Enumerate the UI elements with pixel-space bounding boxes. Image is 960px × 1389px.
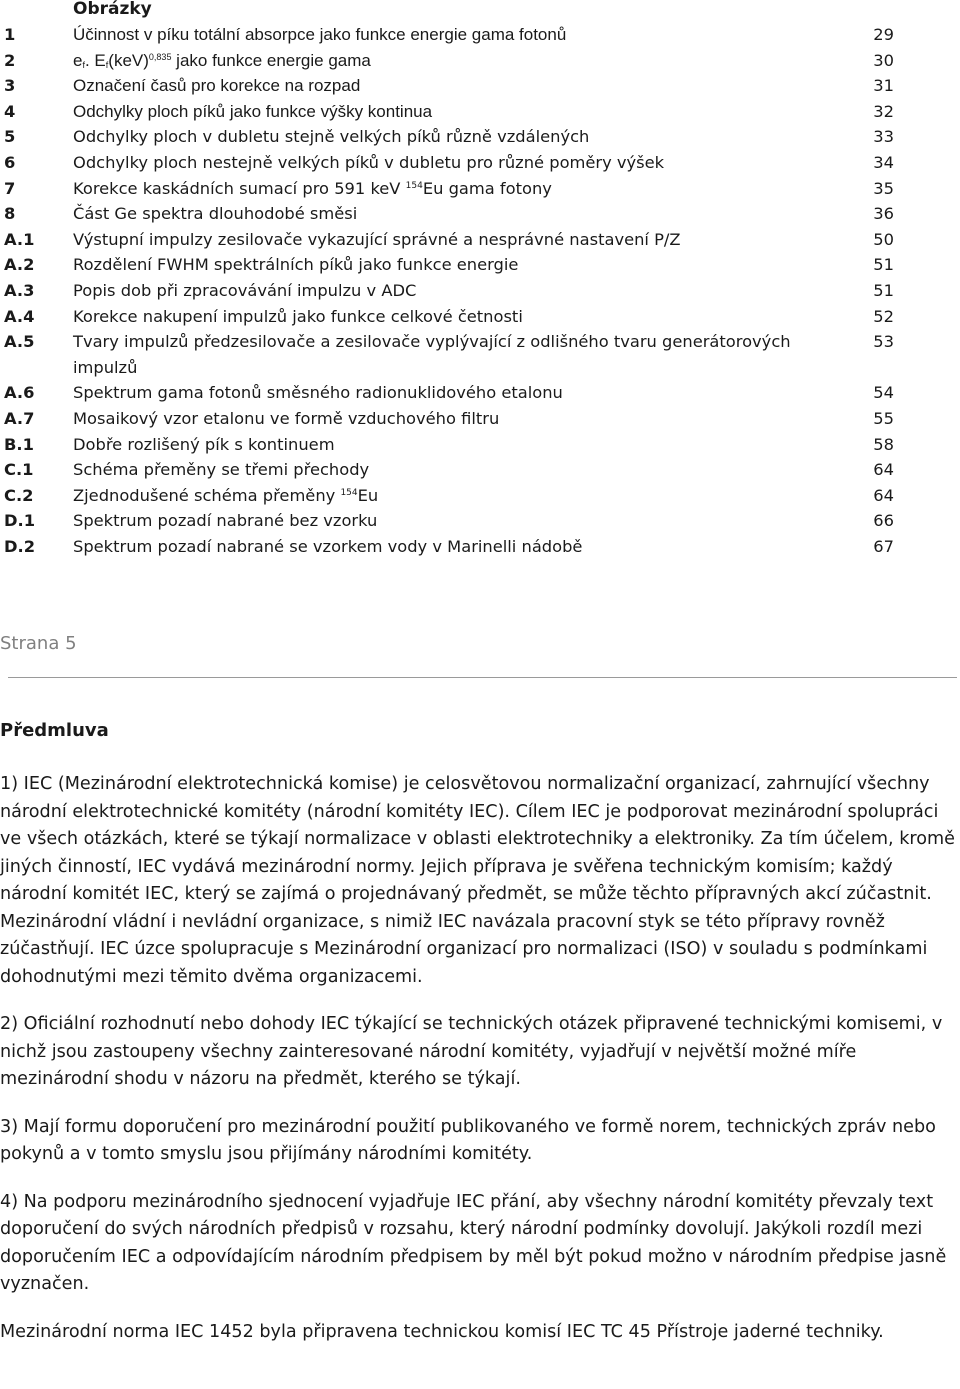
figure-number: A.3 bbox=[4, 280, 35, 300]
figure-number: 4 bbox=[4, 101, 16, 121]
title-rest: jako funkce energie gama bbox=[171, 50, 371, 70]
figure-title: Schéma přeměny se třemi přechody bbox=[73, 460, 370, 480]
page-number: 66 bbox=[873, 511, 894, 531]
figure-title: Spektrum gama fotonů směsného radionuklidového etalonu bbox=[73, 383, 563, 403]
title-superscript: 154 bbox=[340, 487, 358, 498]
figure-title bbox=[73, 48, 866, 74]
title-kev: (keV) bbox=[108, 50, 149, 70]
figure-title: Popis dob při zpracovávání impulzu v ADC bbox=[73, 280, 417, 300]
figure-number: 1 bbox=[4, 25, 16, 44]
page-number: 53 bbox=[873, 332, 894, 352]
list-item bbox=[4, 432, 894, 458]
page-number: 51 bbox=[873, 255, 894, 275]
figure-title: Odchylky ploch v dubletu stejně velkých píků různě vzdálených bbox=[73, 127, 590, 147]
list-item bbox=[4, 483, 894, 509]
page-number: 34 bbox=[873, 152, 894, 172]
figure-number: 8 bbox=[4, 204, 16, 224]
page-number: 64 bbox=[873, 460, 894, 480]
figure-title: Spektrum pozadí nabrané se vzorkem vody v Marinelli nádobě bbox=[73, 536, 583, 556]
figure-number: D.1 bbox=[4, 511, 36, 531]
figure-number: B.1 bbox=[4, 434, 34, 454]
figure-title: Odchylky ploch nestejně velkých píků v dubletu pro různé poměry výšek bbox=[73, 152, 665, 172]
figure-number: C.1 bbox=[4, 460, 34, 480]
figure-number: A.7 bbox=[4, 408, 35, 428]
page-number: 36 bbox=[873, 204, 894, 224]
title-e: e bbox=[73, 50, 83, 70]
figure-title bbox=[73, 176, 866, 202]
page-number: 51 bbox=[873, 280, 894, 300]
figure-number: A.4 bbox=[4, 306, 35, 326]
page-number: 54 bbox=[873, 383, 894, 403]
figure-list bbox=[4, 22, 894, 559]
toc-heading: Obrázky bbox=[73, 0, 152, 19]
preface-paragraph-4: 4) Na podporu mezinárodního sjednocení vyjadřuje IEC přání, aby všechny národní komitéty převzaly text doporučení do svých národních předpisů v rozsahu, který národní podmínky dovolují. Jakýkoli rozdíl mezi doporučením IEC a odpovídajícím národním předpisem by měl být pokud možno v národním předpise jasně vyznačen. bbox=[0, 1191, 947, 1294]
figure-number: 2 bbox=[4, 50, 16, 70]
page-number: 67 bbox=[873, 536, 894, 556]
list-item bbox=[4, 48, 894, 74]
list-item bbox=[4, 99, 894, 125]
page-footer-label: Strana 5 bbox=[0, 633, 77, 654]
figure-number: A.6 bbox=[4, 383, 35, 403]
figure-title: Tvary impulzů předzesilovače a zesilovače vyplývající z odlišného tvaru generátorových impulzů bbox=[73, 332, 791, 377]
figure-number: D.2 bbox=[4, 536, 36, 556]
title-post: Eu gama fotony bbox=[422, 178, 552, 198]
list-item bbox=[4, 22, 894, 48]
list-item bbox=[4, 227, 894, 253]
list-item bbox=[4, 124, 894, 150]
figure-number: 3 bbox=[4, 76, 16, 96]
list-item bbox=[4, 508, 894, 534]
figure-number: A.1 bbox=[4, 229, 35, 249]
figure-number: 5 bbox=[4, 127, 16, 147]
title-sub-2: f bbox=[105, 59, 109, 70]
figure-title: Korekce nakupení impulzů jako funkce celkové četnosti bbox=[73, 306, 523, 326]
preface-paragraph-1: 1) IEC (Mezinárodní elektrotechnická komise) je celosvětovou normalizační organizací, zahrnující všechny národní elektrotechnické komitéty (národní komitéty IEC). Cílem IEC je podporovat mezinárodní spolupráci ve všech otázkách, které se týkají normalizace v oblasti elektrotechniky a elektroniky. Za tím účelem, kromě jiných činností, IEC vydává mezinárodní normy. Jejich příprava je svěřena technickým komisím; každý národní komitét IEC, který se zajímá o projednávaný předmět, se může těchto přípravných akcí zúčastnit. Mezinárodní vládní i nevládní organizace, s nimiž IEC navázala pracovní styk se této přípravy rovněž zúčastňují. IEC úzce spolupracuje s Mezinárodní organizací pro normalizaci (ISO) v souladu s podmínkami dohodnutými mezi těmito dvěma organizacemi. bbox=[0, 774, 955, 987]
page-number: 30 bbox=[873, 50, 894, 70]
list-item bbox=[4, 406, 894, 432]
list-item bbox=[4, 380, 894, 406]
figure-title: Část Ge spektra dlouhodobé směsi bbox=[73, 204, 358, 224]
figure-number: C.2 bbox=[4, 485, 34, 505]
page-number: 33 bbox=[873, 127, 894, 147]
page-number: 55 bbox=[873, 408, 894, 428]
list-item bbox=[4, 150, 894, 176]
list-item bbox=[4, 278, 894, 304]
figure-title bbox=[73, 483, 866, 509]
page-number: 32 bbox=[873, 101, 894, 121]
page-number: 58 bbox=[873, 434, 894, 454]
figure-title: Označení časů pro korekce na rozpad bbox=[73, 76, 361, 96]
page-number: 64 bbox=[873, 485, 894, 505]
list-item bbox=[4, 252, 894, 278]
page-number: 31 bbox=[873, 76, 894, 96]
figure-title: Odchylky ploch píků jako funkce výšky kontinua bbox=[73, 101, 433, 121]
figure-title: Dobře rozlišený pík s kontinuem bbox=[73, 434, 335, 454]
preface-heading: Předmluva bbox=[0, 720, 109, 741]
figure-title: Mosaikový vzor etalonu ve formě vzduchového filtru bbox=[73, 408, 500, 428]
figure-number: A.5 bbox=[4, 332, 35, 352]
figure-title: Účinnost v píku totální absorpce jako funkce energie gama fotonů bbox=[73, 25, 567, 44]
page-number: 29 bbox=[873, 25, 894, 44]
figure-title: Rozdělení FWHM spektrálních píků jako funkce energie bbox=[73, 255, 519, 275]
figure-number: 7 bbox=[4, 178, 16, 198]
preface-paragraph-3: 3) Mají formu doporučení pro mezinárodní použití publikovaného ve formě norem, technických zpráv nebo pokynů a v tomto smyslu jsou přijímány národními komitéty. bbox=[0, 1116, 936, 1164]
title-pre: Korekce kaskádních sumací pro 591 keV bbox=[73, 178, 406, 198]
page-number: 52 bbox=[873, 306, 894, 326]
title-superscript: 154 bbox=[405, 180, 423, 191]
title-pre: Zjednodušené schéma přeměny bbox=[73, 485, 341, 505]
figure-number: 6 bbox=[4, 152, 16, 172]
figure-number: A.2 bbox=[4, 255, 35, 275]
list-item bbox=[4, 304, 894, 330]
list-item bbox=[4, 176, 894, 202]
page-number: 50 bbox=[873, 229, 894, 249]
preface-body bbox=[0, 771, 960, 1366]
figure-title: Výstupní impulzy zesilovače vykazující správné a nesprávné nastavení P/Z bbox=[73, 229, 681, 249]
title-sub: f bbox=[82, 59, 85, 70]
page-number: 35 bbox=[873, 178, 894, 198]
page-divider bbox=[8, 677, 957, 678]
list-item bbox=[4, 534, 894, 560]
list-item bbox=[4, 201, 894, 227]
list-item bbox=[4, 329, 894, 380]
preface-paragraph-5: Mezinárodní norma IEC 1452 byla připravena technickou komisí IEC TC 45 Přístroje jaderné techniky. bbox=[0, 1321, 884, 1342]
title-post: Eu bbox=[357, 485, 379, 505]
title-exponent: 0,835 bbox=[148, 51, 172, 62]
title-dot-e: . E bbox=[84, 50, 106, 70]
figure-title: Spektrum pozadí nabrané bez vzorku bbox=[73, 511, 378, 531]
list-item bbox=[4, 457, 894, 483]
list-item bbox=[4, 73, 894, 99]
preface-paragraph-2: 2) Oficiální rozhodnutí nebo dohody IEC týkající se technických otázek připravené technickými komisemi, v nichž jsou zastoupeny všechny zainteresované národní komitéty, vyjadřují v největší možné míře mezinárodní shodu v názoru na předmět, kterého se týkají. bbox=[0, 1014, 943, 1089]
